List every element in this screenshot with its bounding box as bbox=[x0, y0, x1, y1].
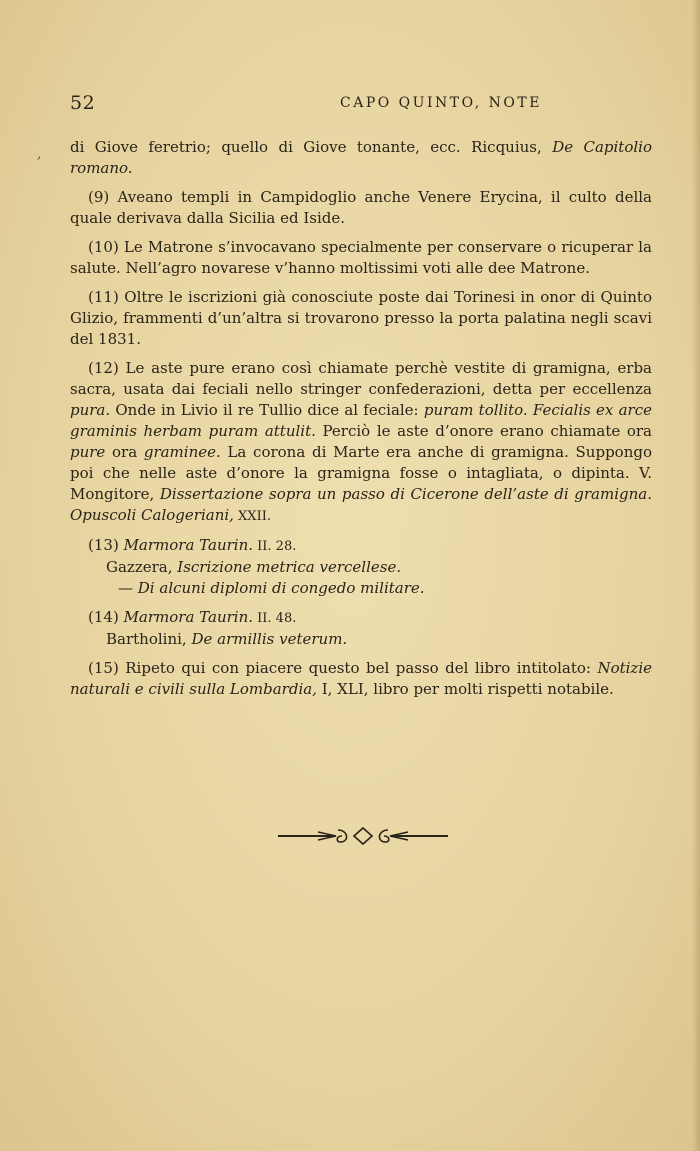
note-13-line-2 bbox=[88, 557, 652, 578]
note-13-line-1 bbox=[88, 535, 652, 557]
note-text: — bbox=[118, 579, 138, 597]
stray-ink-mark: , bbox=[37, 146, 42, 162]
note-italic: graminee. bbox=[143, 443, 221, 461]
note-text: La corona di Marte era anche di gramigna. Suppongo poi che nelle aste d’onore la gramigna fosse o intagliata, o dipinta. V. Mongitore, bbox=[70, 443, 652, 503]
running-head: CAPO QUINTO, NOTE bbox=[340, 95, 542, 111]
note-text: di Giove feretrio; quello di Giove tonante, ecc. Ricquius, bbox=[70, 138, 553, 156]
note-italic-title: Marmora Taurin. bbox=[123, 536, 254, 554]
tailpiece-ornament-icon bbox=[278, 826, 448, 846]
note-number: (13) bbox=[88, 536, 124, 554]
note-text: Gazzera, bbox=[106, 558, 178, 576]
note-14 bbox=[88, 607, 652, 650]
notes-body bbox=[70, 137, 652, 708]
note-10: (10) Le Matrone s’invocavano specialmente per conservare o ricuperar la salute. Nell’agro novarese v’hanno moltissimi voti alle dee Matrone. bbox=[70, 238, 652, 277]
note-9: (9) Aveano templi in Campidoglio anche Venere Erycina, il culto della quale derivava dalla Sicilia ed Iside. bbox=[70, 188, 652, 227]
note-text: Perciò le aste d’onore erano chiamate ora bbox=[315, 422, 652, 440]
note-15 bbox=[70, 658, 652, 700]
note-text: (15) Ripeto qui con piacere questo bel passo del libro intitolato: bbox=[88, 659, 598, 677]
note-number: (14) bbox=[88, 608, 124, 626]
note-13-line-3 bbox=[88, 578, 652, 599]
note-italic-title: De armillis veterum. bbox=[191, 630, 348, 648]
note-8-continuation bbox=[70, 137, 652, 179]
note-italic-title: De Capitolio romano. bbox=[70, 138, 652, 177]
note-12 bbox=[70, 358, 652, 527]
note-text: Bartholini, bbox=[106, 630, 192, 648]
note-italic: pure bbox=[70, 443, 106, 461]
note-11: (11) Oltre le iscrizioni già conosciute poste dai Torinesi in onor di Quinto Glizio, frammenti d’un’altra si trovarono presso la porta palatina negli scavi del 1831. bbox=[70, 288, 652, 348]
note-text: II. 48. bbox=[253, 611, 297, 626]
note-text: I, XLI, libro per molti rispetti notabile. bbox=[316, 680, 614, 698]
note-italic-quote: puram tollito. Fecialis ex arce graminis herbam puram attulit. bbox=[70, 401, 652, 440]
page-number: 52 bbox=[70, 92, 96, 114]
note-italic-title: Notizie naturali e civili sulla Lombardia, bbox=[70, 659, 652, 698]
note-text: XXII. bbox=[233, 509, 271, 524]
note-14-line-1 bbox=[88, 607, 652, 629]
note-italic-title: Di alcuni diplomi di congedo militare. bbox=[137, 579, 425, 597]
note-14-line-2 bbox=[88, 629, 652, 650]
note-italic: pura. bbox=[70, 401, 111, 419]
note-text: ora bbox=[105, 443, 144, 461]
note-italic-title: Marmora Taurin. bbox=[123, 608, 254, 626]
note-13 bbox=[88, 535, 652, 599]
note-italic-title: Dissertazione sopra un passo di Cicerone dell’aste di gramigna. Opuscoli Calogeriani, bbox=[70, 485, 652, 524]
note-italic-title: Iscrizione metrica vercellese. bbox=[177, 558, 402, 576]
note-text: Onde in Livio il re Tullio dice al feciale: bbox=[110, 401, 424, 419]
note-text: II. 28. bbox=[253, 539, 297, 554]
page-header bbox=[70, 92, 650, 116]
note-text: (12) Le aste pure erano così chiamate perchè vestite di gramigna, erba sacra, usata dai feciali nello stringer confederazioni, detta per eccellenza bbox=[70, 359, 652, 398]
page-edge-shadow bbox=[692, 0, 700, 1151]
